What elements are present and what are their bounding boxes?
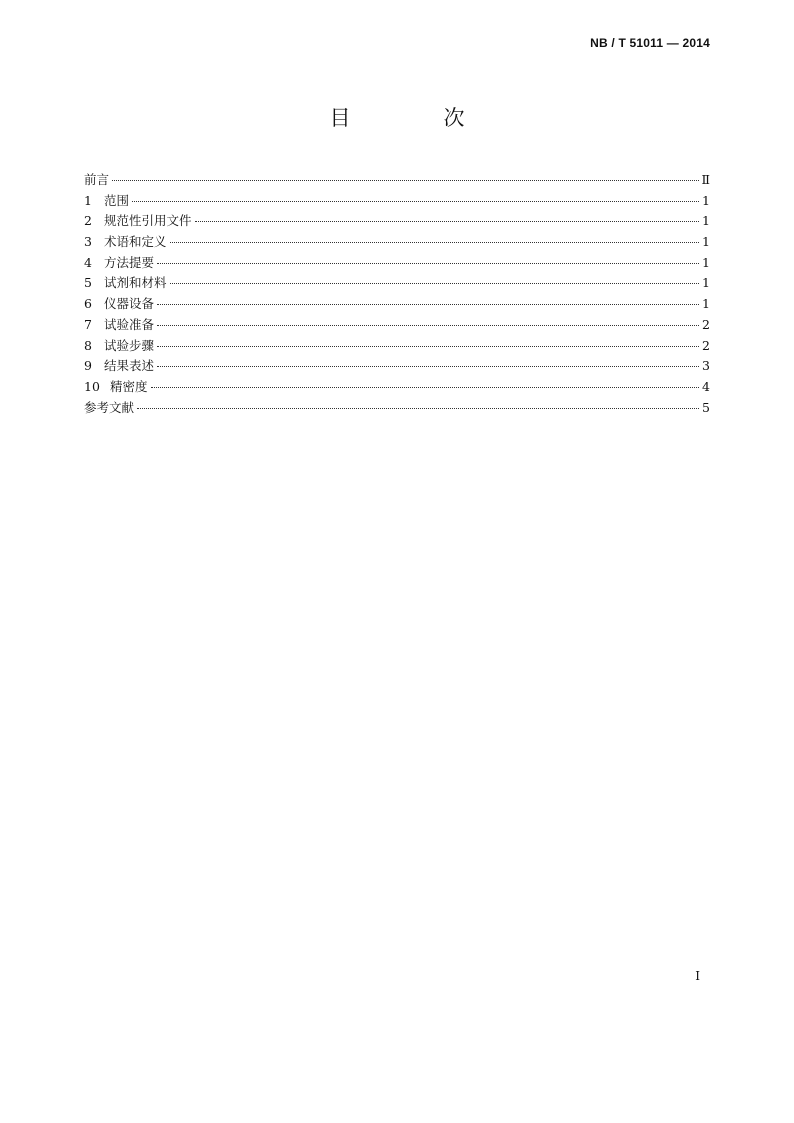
toc-entry-label: 结果表述	[104, 358, 155, 374]
page-number: I	[695, 969, 700, 983]
toc-entry-test-preparation[interactable]	[84, 315, 710, 336]
toc-entry-number: 8	[84, 337, 92, 353]
toc-entry-page: 2	[702, 337, 710, 353]
toc-entry-page: 1	[702, 234, 710, 250]
toc-entry-page: 1	[702, 296, 710, 312]
toc-entry-method-summary[interactable]	[84, 253, 710, 274]
table-of-contents	[84, 170, 710, 418]
toc-entry-number: 10	[84, 378, 100, 394]
toc-entry-foreword[interactable]	[84, 170, 710, 191]
toc-dot-leader	[112, 180, 698, 181]
toc-entry-label: 范围	[104, 192, 130, 208]
toc-entry-page: 1	[702, 192, 710, 208]
toc-entry-apparatus[interactable]	[84, 294, 710, 315]
toc-entry-label: 试验准备	[104, 316, 155, 332]
toc-dot-leader	[157, 263, 699, 264]
toc-dot-leader	[157, 304, 699, 305]
toc-entry-page: 5	[702, 399, 710, 415]
toc-dot-leader	[157, 325, 699, 326]
toc-entry-label: 试剂和材料	[104, 275, 167, 291]
toc-entry-label: 精密度	[110, 378, 148, 394]
toc-entry-page: 2	[702, 316, 710, 332]
toc-entry-label: 仪器设备	[104, 296, 155, 312]
toc-entry-number: 2	[84, 213, 92, 229]
toc-entry-expression-of-results[interactable]	[84, 356, 710, 377]
toc-dot-leader	[132, 201, 699, 202]
toc-dot-leader	[151, 387, 699, 388]
toc-entry-test-procedure[interactable]	[84, 336, 710, 357]
toc-entry-label: 试验步骤	[104, 337, 155, 353]
toc-entry-page: 4	[702, 378, 710, 394]
toc-entry-number: 6	[84, 296, 92, 312]
toc-entry-reagents-materials[interactable]	[84, 273, 710, 294]
toc-entry-terms-definitions[interactable]	[84, 232, 710, 253]
toc-entry-precision[interactable]	[84, 377, 710, 398]
toc-dot-leader	[157, 346, 699, 347]
toc-dot-leader	[137, 408, 699, 409]
toc-dot-leader	[157, 366, 699, 367]
toc-entry-number: 5	[84, 275, 92, 291]
standard-code: NB / T 51011 — 2014	[590, 36, 710, 50]
page-title: 目 次	[329, 106, 501, 130]
toc-entry-normative-references[interactable]	[84, 211, 710, 232]
toc-entry-page: 3	[702, 358, 710, 374]
toc-entry-page: 1	[702, 213, 710, 229]
toc-entry-label: 参考文献	[84, 399, 135, 415]
toc-entry-number: 3	[84, 234, 92, 250]
toc-entry-number: 7	[84, 316, 92, 332]
toc-dot-leader	[170, 283, 699, 284]
toc-entry-bibliography[interactable]	[84, 398, 710, 419]
toc-entry-label: 规范性引用文件	[104, 213, 192, 229]
toc-entry-page: 1	[702, 254, 710, 270]
toc-entry-number: 1	[84, 192, 92, 208]
toc-entry-label: 术语和定义	[104, 234, 167, 250]
toc-entry-label: 方法提要	[104, 254, 155, 270]
toc-dot-leader	[170, 242, 699, 243]
toc-entry-scope[interactable]	[84, 191, 710, 212]
toc-entry-page: 1	[702, 275, 710, 291]
toc-entry-page: Ⅱ	[701, 172, 710, 187]
toc-entry-label: 前言	[84, 172, 110, 187]
toc-entry-number: 9	[84, 358, 92, 374]
toc-dot-leader	[195, 221, 699, 222]
toc-entry-number: 4	[84, 254, 92, 270]
